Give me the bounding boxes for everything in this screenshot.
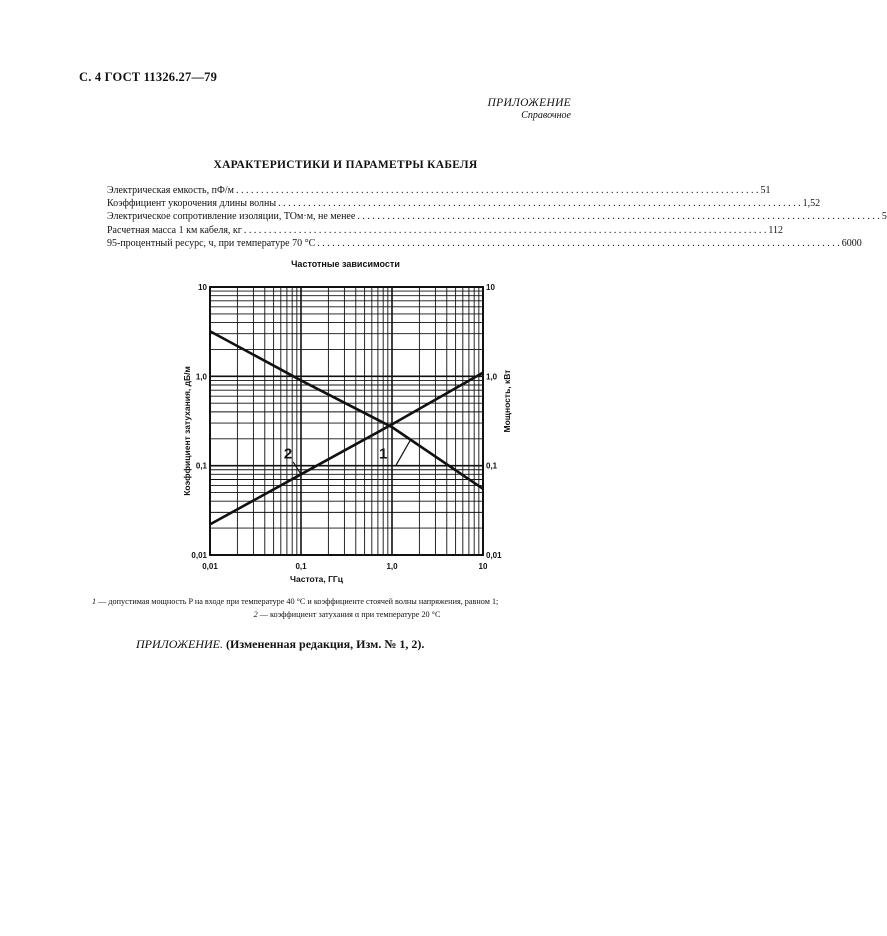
leader-dots	[242, 224, 769, 237]
parameter-value: 1,52	[802, 198, 821, 210]
x-axis-label: Частота, ГГц	[290, 574, 343, 584]
leader-dots	[355, 210, 882, 223]
chart-curves	[210, 331, 483, 524]
parameter-value: 6000	[841, 237, 862, 249]
appendix-subtitle: Справочное	[521, 110, 571, 121]
parameter-row	[107, 184, 771, 197]
y-axis-label-right: Мощность, кВт	[502, 369, 512, 433]
leader-dots	[315, 237, 842, 250]
x-tick-label: 0,01	[202, 562, 218, 571]
curve-label-1: 1	[379, 445, 388, 463]
curve-label-1-leader	[396, 440, 411, 466]
parameter-value: 51	[760, 185, 771, 196]
frequency-chart	[170, 275, 510, 595]
leader-dots	[234, 184, 761, 197]
footnote-label: ПРИЛОЖЕНИЕ.	[136, 637, 223, 651]
caption-line-1	[92, 595, 602, 608]
x-tick-label: 1,0	[386, 562, 398, 571]
parameters-list	[107, 184, 887, 250]
x-tick-label: 10	[478, 562, 488, 571]
chart-grid	[210, 287, 483, 555]
parameter-row	[107, 210, 887, 223]
caption-number-1: 1	[92, 597, 97, 606]
plot-frame	[210, 287, 483, 555]
y-tick-label-left: 10	[198, 283, 207, 292]
y-tick-label-right: 10	[486, 283, 495, 292]
parameter-name: Расчетная масса 1 км кабеля, кг	[107, 224, 242, 236]
y-tick-label-right: 1,0	[486, 372, 498, 382]
caption-number-2: 2	[253, 610, 258, 619]
caption-text-2: — коэффициент затухания α при температуре 20 °С	[257, 610, 441, 619]
parameter-name: Коэффициент укорочения длины волны	[107, 198, 277, 210]
parameter-row	[107, 197, 821, 210]
y-tick-label-left: 0,01	[191, 551, 207, 560]
parameter-name: 95-процентный ресурс, ч, при температуре 70 °С	[107, 237, 316, 249]
y-tick-label-right: 0,1	[486, 461, 498, 471]
parameter-value: 112	[768, 224, 784, 236]
caption-text-1: — допустимая мощность P на входе при температуре 40 °С и коэффициенте стоячей волны напряжения, равном 1;	[96, 597, 499, 606]
leader-dots	[276, 197, 803, 210]
parameter-row	[107, 224, 784, 237]
x-tick-label: 0,1	[295, 562, 307, 571]
curve-label-2: 2	[283, 445, 293, 463]
y-tick-label-left: 1,0	[195, 372, 207, 382]
parameter-name: Электрическая емкость, пФ/м	[107, 185, 234, 196]
figure-caption	[92, 595, 602, 621]
footnote-text: (Измененная редакция, Изм. № 1, 2).	[222, 637, 425, 651]
appendix-footnote	[136, 637, 424, 652]
section-title: ХАРАКТЕРИСТИКИ И ПАРАМЕТРЫ КАБЕЛЯ	[213, 159, 478, 171]
appendix-title: ПРИЛОЖЕНИЕ	[487, 97, 571, 109]
page-header: С. 4 ГОСТ 11326.27—79	[79, 70, 218, 84]
chart-title: Частотные зависимости	[291, 259, 400, 269]
y-tick-label-right: 0,01	[486, 551, 502, 560]
y-tick-label-left: 0,1	[195, 461, 207, 471]
y-axis-label-left: Коэффициент затухания, дБ/м	[182, 366, 192, 496]
parameter-value: 5	[881, 211, 887, 223]
parameter-name: Электрическое сопротивление изоляции, ТОм·м, не менее	[107, 211, 356, 223]
parameter-row	[107, 237, 862, 250]
caption-line-2	[92, 608, 602, 621]
